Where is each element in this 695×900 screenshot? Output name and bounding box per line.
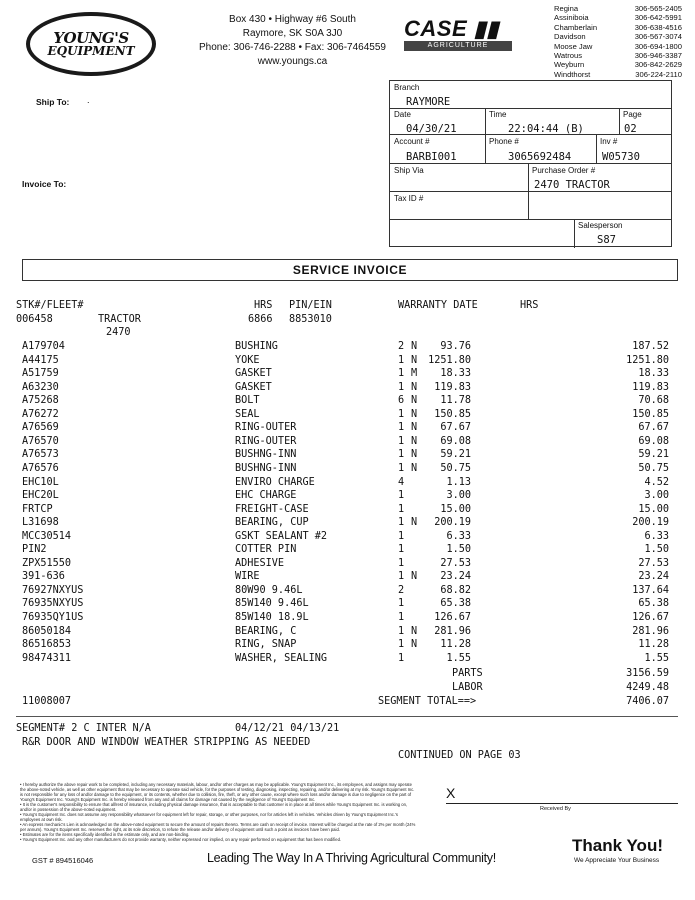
ship-via-label: Ship Via <box>394 166 424 175</box>
line-item-row <box>0 571 695 584</box>
segment-total: 7406.07 <box>626 696 669 707</box>
item-code: N <box>411 449 418 461</box>
brand-name: CASE <box>404 16 468 41</box>
item-part-number: A76272 <box>22 408 59 420</box>
line-item-row <box>0 477 695 490</box>
item-extended-price: 137.64 <box>632 584 669 596</box>
item-extended-price: 65.38 <box>638 598 669 610</box>
item-part-number: A63230 <box>22 381 59 393</box>
item-part-number: A51759 <box>22 368 59 380</box>
terms-line: • An express mechanic's Lien is acknowledged on the above-noted equipment to secure the amount of repairs thereto. Terms are cash on receipt of invoice. Interest will be charged at the rate of 2% per month (24% <box>20 822 416 827</box>
item-quantity: 1 <box>398 625 405 637</box>
item-part-number: 391-636 <box>22 571 65 583</box>
job-number: 11008007 <box>22 696 72 707</box>
item-description: BUSHNG-INN <box>235 462 297 474</box>
item-description: BEARING, C <box>235 625 297 637</box>
item-unit-price: 93.76 <box>440 341 471 352</box>
line-item-row <box>0 517 695 530</box>
item-extended-price: 70.68 <box>638 395 669 407</box>
terms-line: and/or in possession of the above-noted equipment. <box>20 807 117 812</box>
item-description: WIRE <box>235 571 260 583</box>
item-unit-price: 69.08 <box>440 435 471 447</box>
signature-x: X <box>446 785 456 801</box>
item-description: BOLT <box>235 395 260 407</box>
item-description: RING, SNAP <box>235 639 297 651</box>
location-row <box>554 70 694 79</box>
item-part-number: A76570 <box>22 435 59 447</box>
location-city: Weyburn <box>554 60 585 70</box>
item-extended-price: 69.08 <box>638 435 669 447</box>
item-extended-price: 3.00 <box>644 490 669 502</box>
item-quantity: 2 <box>398 341 405 352</box>
item-unit-price: 65.38 <box>440 598 471 610</box>
case-ih-icon: ▮▮ <box>473 16 499 41</box>
item-description: SEAL <box>235 408 260 420</box>
item-extended-price: 27.53 <box>638 557 669 569</box>
page-label: Page <box>623 110 642 119</box>
location-row <box>554 32 694 41</box>
location-phone: 306-224-2110 <box>635 69 682 79</box>
item-code: N <box>411 625 418 637</box>
item-description: BUSHING <box>235 341 278 352</box>
item-description: RING-OUTER <box>235 422 297 434</box>
address-line-2: Raymore, SK S0A 3J0 <box>242 28 343 39</box>
time-value: 22:04:44 (B) <box>508 123 584 135</box>
terms-line: the above-noted vehicle, as well as other equipment that may be necessary to operate said vehicle, for the purposes of testing, diagnosing, inspecting, repairing, and/or delivering at my risk. Young's Equipment Inc. <box>20 787 415 792</box>
item-description: BUSHNG-INN <box>235 449 297 461</box>
location-city: Watrous <box>554 51 582 61</box>
item-part-number: 98474311 <box>22 652 72 664</box>
item-part-number: A179704 <box>22 341 65 352</box>
brand-sub: AGRICULTURE <box>404 41 512 51</box>
item-code: N <box>411 341 418 352</box>
item-code: N <box>411 462 418 474</box>
line-item-row <box>0 598 695 611</box>
line-item-row <box>0 463 695 476</box>
unit-pin: 8853010 <box>289 314 332 325</box>
item-quantity: 1 <box>398 381 405 393</box>
segment-total-label: SEGMENT TOTAL==> <box>378 696 477 707</box>
item-part-number: L31698 <box>22 517 59 529</box>
item-part-number: 76935QY1US <box>22 612 84 623</box>
appreciate-note: We Appreciate Your Business <box>574 857 660 864</box>
logo-line-1: YOUNG'S <box>53 29 129 47</box>
item-description: ADHESIVE <box>235 557 285 569</box>
unit-header-warranty: WARRANTY DATE <box>398 300 478 311</box>
company-address <box>170 13 415 69</box>
item-unit-price: 11.78 <box>440 395 471 407</box>
location-phone: 306-565-2405 <box>634 4 682 13</box>
item-part-number: 86050184 <box>22 625 72 637</box>
item-code: N <box>411 395 418 407</box>
line-item-row <box>0 355 695 368</box>
item-code: N <box>411 381 418 393</box>
terms-fine-print <box>20 782 448 842</box>
item-quantity: 1 <box>398 612 405 623</box>
branch-locations <box>554 4 694 79</box>
line-item-row <box>0 504 695 517</box>
item-part-number: MCC30514 <box>22 530 72 542</box>
location-phone: 306-638-4516 <box>634 22 682 32</box>
website: www.youngs.ca <box>257 56 328 67</box>
item-extended-price: 1.55 <box>644 652 669 664</box>
date-value: 04/30/21 <box>406 123 457 135</box>
item-unit-price: 50.75 <box>440 462 471 474</box>
item-description: WASHER, SEALING <box>235 652 328 664</box>
line-item-row <box>0 409 695 422</box>
logo-line-2: EQUIPMENT <box>47 44 135 58</box>
location-city: Moose Jaw <box>554 41 593 51</box>
item-extended-price: 200.19 <box>632 517 669 529</box>
item-quantity: 1 <box>398 449 405 461</box>
item-unit-price: 200.19 <box>434 517 471 529</box>
item-quantity: 1 <box>398 408 405 420</box>
inv-label: Inv # <box>600 137 618 146</box>
address-line-1: Box 430 • Highway #6 South <box>229 14 356 25</box>
po-value: 2470 TRACTOR <box>534 179 610 191</box>
item-description: YOKE <box>235 354 260 366</box>
line-item-row <box>0 436 695 449</box>
item-quantity: 1 <box>398 557 405 569</box>
item-extended-price: 23.24 <box>638 571 669 583</box>
item-part-number: A75268 <box>22 395 59 407</box>
item-extended-price: 150.85 <box>632 408 669 420</box>
line-item-row <box>0 612 695 625</box>
line-item-row <box>0 531 695 544</box>
phone-line: Phone: 306-746-2288 • Fax: 306-7464559 <box>199 42 386 53</box>
item-part-number: 76927NXYUS <box>22 584 84 596</box>
branch-value: RAYMORE <box>406 96 451 108</box>
invoice-to-label: Invoice To: <box>22 179 67 189</box>
item-quantity: 1 <box>398 598 405 610</box>
title-bar <box>22 259 678 281</box>
salesperson-value: S87 <box>597 234 616 246</box>
salesperson-label: Salesperson <box>578 221 623 230</box>
location-row <box>554 42 694 51</box>
location-row <box>554 13 694 22</box>
unit-model: 2470 <box>106 327 131 338</box>
page-value: 02 <box>624 123 637 135</box>
item-quantity: 1 <box>398 530 405 542</box>
location-city: Windthorst <box>554 69 591 79</box>
line-item-row <box>0 449 695 462</box>
unit-header-pin: PIN/EIN <box>289 300 332 311</box>
item-description: GASKET <box>235 368 272 380</box>
unit-header-hrs2: HRS <box>520 300 539 311</box>
labor-label: LABOR <box>452 682 483 693</box>
branch-label: Branch <box>394 83 420 92</box>
location-row <box>554 23 694 32</box>
item-description: 80W90 9.46L <box>235 584 303 596</box>
item-unit-price: 1251.80 <box>428 354 471 366</box>
signature-line <box>446 803 678 804</box>
item-quantity: 1 <box>398 517 405 529</box>
terms-line: is not responsible for any loss of and/or damage to the equipment, or its contents, whether due to collision, fire, theft, or any other cause, except where such loss and/or damage is due to negligence on the part of <box>20 792 412 797</box>
line-item-row <box>0 544 695 557</box>
gst-number: GST # 894516046 <box>32 856 94 865</box>
item-description: 85W140 9.46L <box>235 598 309 610</box>
item-extended-price: 67.67 <box>638 422 669 434</box>
item-quantity: 1 <box>398 652 405 664</box>
terms-line: Young's Equipment Inc. Young's Equipment Inc. is hereby released from any and all claims for damage not caused by the negligence of Young's Equipment Inc. <box>20 797 316 802</box>
item-quantity: 1 <box>398 462 405 474</box>
item-unit-price: 11.28 <box>440 639 471 651</box>
item-code: N <box>411 517 418 529</box>
item-code: N <box>411 354 418 366</box>
line-item-row <box>0 653 695 666</box>
item-quantity: 1 <box>398 544 405 556</box>
line-item-row <box>0 368 695 381</box>
item-quantity: 1 <box>398 503 405 515</box>
item-description: 85W140 18.9L <box>235 612 309 623</box>
labor-total: 4249.48 <box>626 682 669 693</box>
item-extended-price: 119.83 <box>632 381 669 393</box>
item-extended-price: 15.00 <box>638 503 669 515</box>
item-unit-price: 68.82 <box>440 584 471 596</box>
thank-you: Thank You! <box>572 836 663 855</box>
company-logo <box>26 12 156 76</box>
invoice-info-box <box>389 80 672 247</box>
unit-stk: 006458 <box>16 314 53 325</box>
location-phone: 306-694-1800 <box>634 41 682 51</box>
unit-hrs: 6866 <box>248 314 273 325</box>
item-extended-price: 281.96 <box>632 625 669 637</box>
item-extended-price: 11.28 <box>638 639 669 651</box>
item-quantity: 1 <box>398 354 405 366</box>
line-item-row <box>0 558 695 571</box>
item-part-number: 76935NXYUS <box>22 598 84 610</box>
terms-line: • Young's Equipment Inc. and any other manufacturers do not provide warranty, neither expressed nor implied, on any repair performed on equipment that has been modified. <box>20 837 342 842</box>
phone-value: 3065692484 <box>508 151 572 163</box>
line-item-row <box>0 422 695 435</box>
item-part-number: A44175 <box>22 354 59 366</box>
item-quantity: 6 <box>398 395 405 407</box>
location-city: Assiniboia <box>554 13 589 23</box>
item-extended-price: 50.75 <box>638 462 669 474</box>
terms-line: • Young's Equipment Inc. does not assume any responsibility whatsoever for equipment left for repair, storage, or other purposes, nor for articles left in vehicles. Vehicles driven by Young's Equipment Inc.'s <box>20 812 398 817</box>
item-unit-price: 15.00 <box>440 503 471 515</box>
item-code: M <box>411 368 418 380</box>
item-quantity: 1 <box>398 571 405 583</box>
item-part-number: 86516853 <box>22 639 72 651</box>
line-item-row <box>0 395 695 408</box>
unit-desc: TRACTOR <box>98 314 141 325</box>
item-extended-price: 187.52 <box>632 341 669 352</box>
item-part-number: FRTCP <box>22 503 53 515</box>
location-phone: 306-567-3074 <box>634 32 682 42</box>
item-part-number: PIN2 <box>22 544 47 556</box>
line-item-row <box>0 490 695 503</box>
continued-note: CONTINUED ON PAGE 03 <box>398 750 521 761</box>
item-extended-price: 1.50 <box>644 544 669 556</box>
item-description: FREIGHT-CASE <box>235 503 309 515</box>
segment2-dates: 04/12/21 04/13/21 <box>235 723 340 734</box>
location-city: Davidson <box>554 32 586 42</box>
item-extended-price: 1251.80 <box>626 354 669 366</box>
location-row <box>554 4 694 13</box>
po-label: Purchase Order # <box>532 166 596 175</box>
item-code: N <box>411 435 418 447</box>
location-row <box>554 51 694 60</box>
line-item-row <box>0 626 695 639</box>
location-phone: 306-946-3387 <box>634 51 682 61</box>
item-quantity: 4 <box>398 476 405 488</box>
item-quantity: 1 <box>398 422 405 434</box>
item-description: COTTER PIN <box>235 544 297 556</box>
line-item-row <box>0 585 695 598</box>
item-description: GASKET <box>235 381 272 393</box>
item-description: GSKT SEALANT #2 <box>235 530 328 542</box>
item-unit-price: 126.67 <box>434 612 471 623</box>
item-unit-price: 3.00 <box>446 490 471 502</box>
segment2-line: SEGMENT# 2 C INTER N/A <box>16 723 151 734</box>
item-extended-price: 126.67 <box>632 612 669 623</box>
item-quantity: 1 <box>398 490 405 502</box>
page-title: SERVICE INVOICE <box>292 263 408 277</box>
item-quantity: 1 <box>398 435 405 447</box>
item-quantity: 2 <box>398 584 405 596</box>
item-code: N <box>411 408 418 420</box>
terms-line: • It is the customer's responsibility to ensure that all/rest of insurance, including physical damage insurance, that is acceptable to that customer is in place at all times while Young's Equipment Inc. is working on, <box>20 802 408 807</box>
date-label: Date <box>394 110 411 119</box>
item-quantity: 1 <box>398 368 405 380</box>
account-value: BARBI001 <box>406 151 457 163</box>
item-extended-price: 59.21 <box>638 449 669 461</box>
account-label: Account # <box>394 137 430 146</box>
terms-line: per annum). Young's Equipment Inc. reserves the right, at its sole discretion, to refuse the release and/or delivery of equipment until such a point as invoices have been paid. <box>20 827 340 832</box>
received-by-label: Received By <box>540 806 571 812</box>
line-item-row <box>0 639 695 652</box>
item-unit-price: 119.83 <box>434 381 471 393</box>
line-item-row <box>0 341 695 354</box>
item-unit-price: 1.13 <box>446 476 471 488</box>
item-unit-price: 281.96 <box>434 625 471 637</box>
item-code: N <box>411 422 418 434</box>
inv-value: W05730 <box>602 151 640 163</box>
location-phone: 306-642-5991 <box>634 13 682 23</box>
line-item-row <box>0 382 695 395</box>
tagline: Leading The Way In A Thriving Agricultural Community! <box>207 851 496 865</box>
item-description: ENVIRO CHARGE <box>235 476 315 488</box>
item-unit-price: 1.50 <box>446 544 471 556</box>
ship-to-label: Ship To: <box>36 97 70 107</box>
terms-line: employees at own risk. <box>20 817 63 822</box>
unit-header-stk: STK#/FLEET# <box>16 300 84 311</box>
location-city: Regina <box>554 4 579 13</box>
terms-line: • Estimates are for the items specifically identified in the estimate only, and are non-binding. <box>20 832 190 837</box>
item-unit-price: 23.24 <box>440 571 471 583</box>
item-code: N <box>411 639 418 651</box>
item-unit-price: 1.55 <box>446 652 471 664</box>
item-quantity: 1 <box>398 639 405 651</box>
parts-total: 3156.59 <box>626 668 669 679</box>
divider <box>16 716 678 717</box>
item-unit-price: 67.67 <box>440 422 471 434</box>
item-extended-price: 4.52 <box>644 476 669 488</box>
item-unit-price: 27.53 <box>440 557 471 569</box>
case-brand-logo <box>404 18 518 54</box>
unit-header-hrs: HRS <box>254 300 273 311</box>
item-description: BEARING, CUP <box>235 517 309 529</box>
location-city: Chamberlain <box>554 22 598 32</box>
location-row <box>554 60 694 69</box>
item-extended-price: 6.33 <box>644 530 669 542</box>
parts-label: PARTS <box>452 668 483 679</box>
item-unit-price: 6.33 <box>446 530 471 542</box>
phone-label: Phone # <box>489 137 519 146</box>
segment2-description: R&R DOOR AND WINDOW WEATHER STRIPPING AS NEEDED <box>22 737 311 748</box>
item-description: RING-OUTER <box>235 435 297 447</box>
location-phone: 306-842-2629 <box>634 60 682 70</box>
item-extended-price: 18.33 <box>638 368 669 380</box>
item-unit-price: 150.85 <box>434 408 471 420</box>
item-code: N <box>411 571 418 583</box>
item-part-number: A76569 <box>22 422 59 434</box>
terms-line: • I hereby authorize the above repair work to be completed, including any necessary materials, labour, and/or other charges as may be applicable. Young's Equipment Inc., its employees, and assigns may operate <box>20 782 412 787</box>
item-part-number: EHC10L <box>22 476 59 488</box>
item-description: EHC CHARGE <box>235 490 297 502</box>
item-part-number: A76573 <box>22 449 59 461</box>
item-part-number: ZPX51550 <box>22 557 72 569</box>
item-part-number: EHC20L <box>22 490 59 502</box>
tax-id-label: Tax ID # <box>394 194 424 203</box>
item-part-number: A76576 <box>22 462 59 474</box>
item-unit-price: 18.33 <box>440 368 471 380</box>
item-unit-price: 59.21 <box>440 449 471 461</box>
ship-to-value: . <box>87 95 90 105</box>
time-label: Time <box>489 110 507 119</box>
